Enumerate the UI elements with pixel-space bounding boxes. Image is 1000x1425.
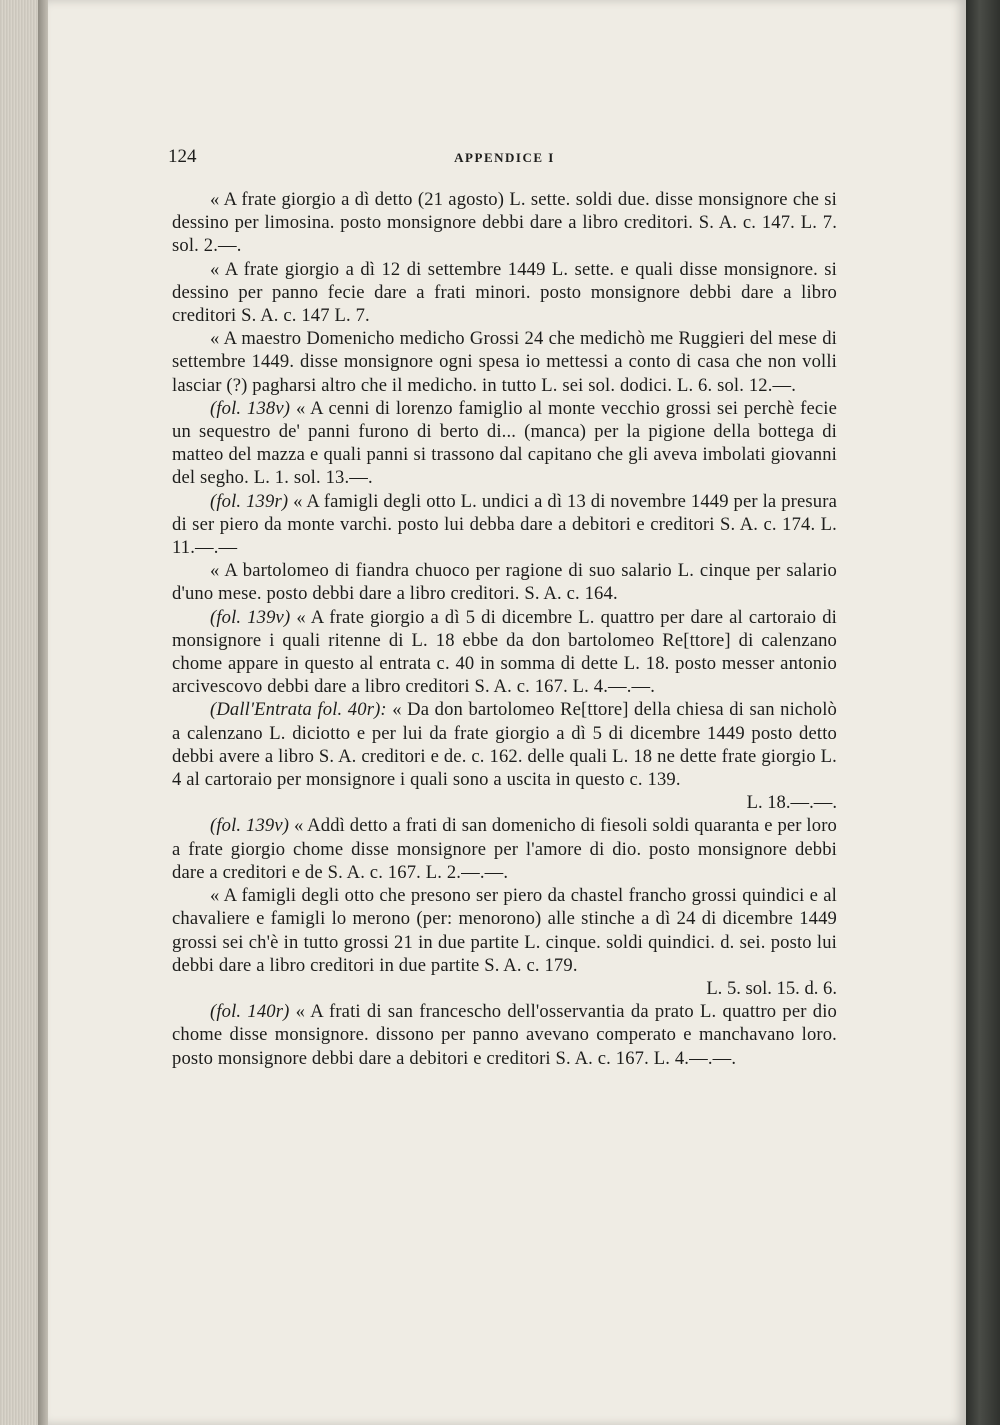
text-block	[168, 140, 837, 1070]
folio-ref: (fol. 140r)	[210, 1001, 290, 1023]
entry-paragraph	[172, 698, 837, 791]
entry-amount: L. 18.—.—.	[746, 792, 837, 814]
entry-amount: L. 5. sol. 15. d. 6.	[706, 977, 837, 999]
entry-text: « A frati di san francescho dell'osservantia da prato L. quattro per dio chome disse monsignore. dissono per panno avevano comperato e manchavano loro. posto monsignore debbi dare a debitori e creditori S. A. c. 167. L. 4.—.—.	[172, 1001, 837, 1069]
folio-ref: (Dall'Entrata fol. 40r):	[210, 699, 387, 721]
entry-text: « A famigli degli otto L. undici a dì 13 di novembre 1449 per la presura di ser piero da monte varchi. posto lui debba dare a debitori e creditori S. A. c. 174. L. 11.—.—	[172, 490, 837, 559]
entry-text: « Da don bartolomeo Re[ttore] della chiesa di san nicholò a calenzano L. diciotto e per lui da frate giorgio a dì 5 di dicembre 1449 posto detto debbi avere a libro S. A. creditori e de. c. 162. delle quali L. 18 ne dette frate giorgio L. 4 al cartoraio per monsignore i quali sono a uscita in questo c. 139.	[172, 699, 837, 791]
page-number: 124	[168, 146, 197, 167]
entry-text: « A bartolomeo di fiandra chuoco per ragione di suo salario L. cinque per salario d'uno mese. posto debbi dare a libro creditori. S. A. c. 164.	[172, 560, 837, 605]
entry-paragraph	[172, 814, 837, 884]
entry-paragraph	[172, 490, 837, 560]
entry-text: « A cenni di lorenzo famiglio al monte vecchio grossi sei perchè fecie un sequestro de' panni furono di berto di... (manca) per la pigione della bottega di matteo del mazza e quali panni si trassono dal capitano che gli aveva imbolati giovanni del segho. L. 1. sol. 13.—.	[172, 397, 837, 489]
folio-ref: (fol. 139v)	[210, 815, 290, 837]
entry-paragraph	[172, 1000, 837, 1070]
entry-paragraph	[172, 397, 837, 490]
entry-text: « A frate giorgio a dì 12 di settembre 1449 L. sette. e quali disse monsignore. si dessino per panno fecie dare a frati minori. posto monsignore debbi dare a libro creditori S. A. c. 147 L. 7.	[172, 258, 837, 327]
section-title: APPENDICE I	[454, 150, 555, 165]
entry-text: « A maestro Domenicho medicho Grossi 24 che medichò me Ruggieri del mese di settembre 1449. disse monsignore ogni spesa io mettessi a conto di casa che non volli lasciar (?) pagharsi altro che il medicho. in tutto L. sei sol. dodici. L. 6. sol. 12.—.	[172, 328, 837, 396]
running-head	[168, 140, 837, 174]
folio-ref: (fol. 139r)	[210, 490, 289, 512]
folio-ref: (fol. 139v)	[210, 606, 291, 628]
entry-paragraph	[172, 188, 837, 258]
folio-ref: (fol. 138v)	[210, 397, 291, 419]
entry-text: « A frate giorgio a dì 5 di dicembre L. quattro per dare al cartoraio di monsignore i quali ritenne di L. 18 ebbe da don bartolomeo Re[ttore] di calenzano chome appare in questo al entrata c. 40 in somma di dette L. 18. posto messer antonio arcivescovo debbi dare a libro creditori S. A. c. 167. L. 4.—.—.	[172, 606, 837, 698]
entry-paragraph	[172, 327, 837, 397]
entry-paragraph	[172, 559, 837, 605]
entry-paragraph	[172, 606, 837, 699]
entry-text: « A famigli degli otto che presono ser piero da chastel francho grossi quindici e al chavaliere e famigli lo merono (per: menorono) alle stinche a dì 24 di dicembre 1449 grossi sei ch'è in tutto grossi 21 in due partite L. cinque. soldi quindici. d. sei. posto lui debbi dare a libro creditori in due partite S. A. c. 179.	[172, 885, 837, 976]
entry-paragraph	[172, 258, 837, 328]
binding-strip	[966, 0, 1000, 1425]
entry-text: « Addì detto a frati di san domenicho di fiesoli soldi quaranta e per loro a frate giorgio chome disse monsignore per l'amore di dio. posto monsignore debbi dare a creditori e de S. A. c. 167. L. 2.—.—.	[172, 815, 837, 883]
entry-text: « A frate giorgio a dì detto (21 agosto) L. sette. soldi due. disse monsignore che si dessino per limosina. posto monsignore debbi dare a libro creditori. S. A. c. 147. L. 7. sol. 2.—.	[172, 189, 837, 257]
entry-paragraph	[172, 884, 837, 977]
